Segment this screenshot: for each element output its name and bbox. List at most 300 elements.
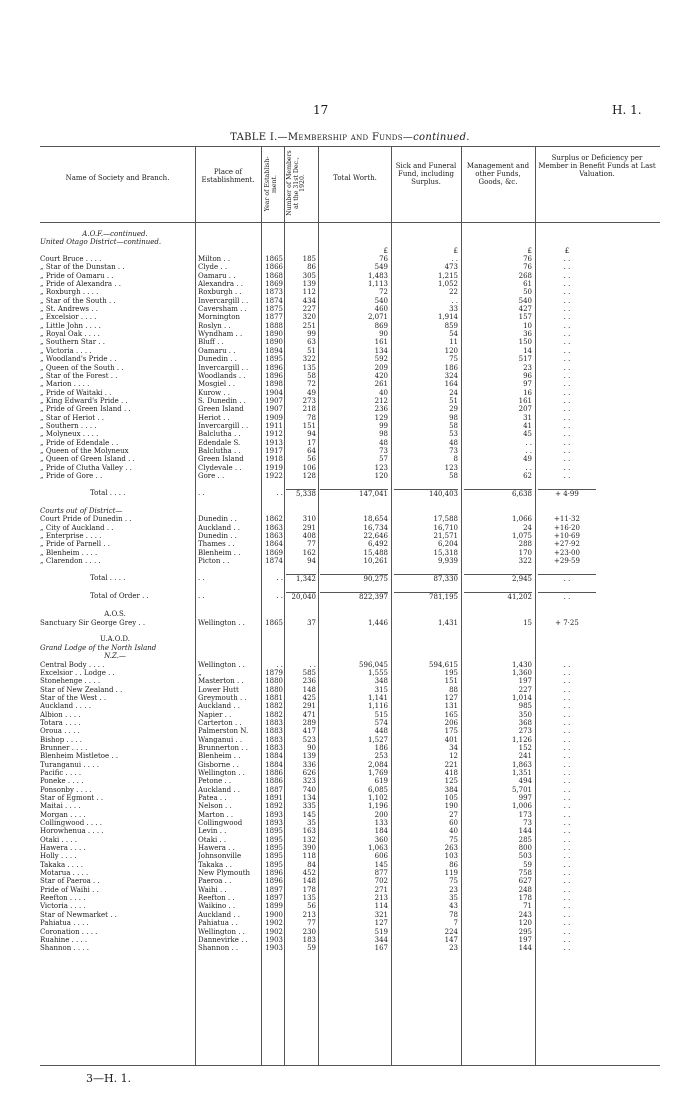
table-title	[0, 132, 700, 143]
cell-place: Balclutha . .	[198, 446, 241, 455]
cell-year: 1869	[265, 548, 283, 557]
table-row	[40, 372, 660, 380]
cell-mgmt: 1,006	[511, 802, 532, 811]
cell-year: . .	[276, 592, 283, 601]
cell-surplus: +10·69	[554, 532, 580, 541]
cell-surplus: +27·92	[554, 540, 580, 549]
cell-sick: 127	[444, 693, 458, 702]
table-row	[40, 313, 660, 321]
cell-mem: 183	[302, 935, 316, 944]
cell-place: Levin . .	[198, 827, 227, 836]
table-title-suffix: —continued.	[402, 132, 470, 143]
cell-year: 1886	[265, 768, 283, 777]
cell-sick: 190	[444, 802, 458, 811]
cell-year: 1877	[265, 313, 283, 322]
cell-worth: 184	[374, 827, 388, 836]
cell-name: „ Roxburgh . . . .	[40, 288, 99, 297]
cell-sick: 16,710	[433, 523, 458, 532]
cell-sick: 9,939	[437, 557, 458, 566]
cell-mgmt: 97	[523, 380, 532, 389]
cell-worth: 253	[374, 752, 388, 761]
cell-surplus: . .	[563, 835, 571, 844]
cell-place: Heriot . .	[198, 413, 230, 422]
cell-surplus: . .	[563, 430, 571, 439]
cell-year: 1865	[265, 255, 283, 264]
table-row	[40, 861, 660, 869]
cell-mgmt: 758	[518, 869, 532, 878]
cell-year: 1922	[265, 471, 283, 480]
cell-year: 1907	[265, 405, 283, 414]
cell-worth: 420	[374, 371, 388, 380]
cell-sick: 23	[449, 885, 458, 894]
cell-place: Wellington . .	[198, 618, 245, 627]
table-row	[40, 272, 660, 280]
cell-surplus: . .	[563, 777, 571, 786]
cell-place: Blenheim . .	[198, 752, 241, 761]
cell-mgmt: 31	[523, 413, 532, 422]
cell-surplus: . .	[563, 727, 571, 736]
cell-name: Star of Egmont . .	[40, 794, 104, 802]
cell-surplus: £	[564, 246, 570, 255]
cell-mem: 72	[307, 380, 316, 389]
cell-name: „ Victoria . . . .	[40, 346, 92, 355]
cell-mem: 56	[307, 455, 316, 464]
table-row	[40, 305, 660, 313]
cell-mem: 106	[302, 463, 316, 472]
cell-mgmt: 503	[518, 852, 532, 861]
page-footer: 3—H. 1.	[86, 1072, 132, 1085]
cell-sick: 8	[453, 455, 458, 464]
cell-name: „ Star of the Forest . .	[40, 371, 118, 380]
cell-sick: 24	[449, 388, 458, 397]
header-worth: Total Worth.	[333, 174, 377, 182]
cell-mgmt: 268	[518, 271, 532, 280]
cell-surplus: . .	[563, 685, 571, 694]
cell-worth: 127	[374, 919, 388, 928]
cell-mgmt: 150	[518, 338, 532, 347]
cell-name: Turanganui . . . .	[40, 760, 99, 769]
table-row	[40, 811, 660, 819]
cell-surplus: . .	[563, 869, 571, 878]
cell-mgmt: 517	[518, 355, 532, 364]
table-row	[40, 422, 660, 430]
cell-year: 1884	[265, 760, 283, 769]
table-body	[40, 230, 660, 953]
cell-name: „ Queen of the Molyneux	[40, 446, 129, 455]
cell-name: Takaka . . . .	[40, 860, 83, 869]
cell-mem: 59	[307, 944, 316, 953]
cell-year: 1896	[265, 363, 283, 372]
cell-sick: 51	[449, 396, 458, 405]
cell-mem: 139	[302, 280, 316, 289]
cell-place: Waikino . .	[198, 902, 236, 911]
cell-name: Brunner . . . .	[40, 743, 88, 752]
cell-mgmt: 540	[518, 296, 532, 305]
cell-mem: 5,338	[286, 489, 316, 498]
cell-surplus: . .	[563, 271, 571, 280]
cell-name: Otaki . . . .	[40, 835, 78, 844]
cell-mem: 94	[307, 430, 316, 439]
cell-year: 1875	[265, 305, 283, 314]
cell-worth: 1,113	[367, 280, 388, 289]
cell-name: Auckland . . . .	[40, 702, 91, 711]
cell-worth: 1,102	[367, 794, 388, 802]
cell-place: Gore . .	[198, 471, 225, 480]
cell-worth: 48	[379, 438, 388, 447]
cell-place: Milton . .	[198, 255, 231, 264]
cell-surplus: . .	[563, 810, 571, 819]
cell-place: Masterton . .	[198, 677, 244, 686]
table-row	[40, 627, 660, 635]
cell-mem: 336	[302, 760, 316, 769]
table-row	[40, 677, 660, 685]
cell-place: Wanganui . .	[198, 735, 243, 744]
cell-surplus: + 4·99	[538, 489, 596, 498]
cell-place: . .	[198, 573, 205, 582]
cell-worth: 1,769	[367, 768, 388, 777]
cell-name: Pride of Waihi . .	[40, 885, 99, 894]
cell-surplus: . .	[563, 910, 571, 919]
cell-mgmt: 170	[518, 548, 532, 557]
cell-sick: 98	[449, 413, 458, 422]
cell-name: Total . . . .	[90, 573, 126, 582]
cell-mem: 139	[302, 752, 316, 761]
cell-year: 1899	[265, 902, 283, 911]
cell-surplus: +29·59	[554, 557, 580, 566]
cell-sick: 324	[444, 371, 458, 380]
cell-year: 1895	[265, 852, 283, 861]
cell-mem: 99	[307, 330, 316, 339]
cell-mem: 585	[302, 668, 316, 677]
table-row	[40, 894, 660, 902]
cell-name: „ Blenheim . . . .	[40, 548, 98, 557]
cell-mgmt: 427	[518, 305, 532, 314]
cell-worth: 2,071	[367, 313, 388, 322]
cell-name: „ Marion . . . .	[40, 380, 90, 389]
cell-mgmt: 295	[518, 927, 532, 936]
cell-surplus: + 7·25	[555, 618, 579, 627]
cell-place: Reefton . .	[198, 894, 235, 903]
cell-worth: 448	[374, 727, 388, 736]
header-members: Number of Members at the 31st Dec., 1920.	[286, 150, 306, 216]
cell-sick: 78	[449, 910, 458, 919]
cell-year: 1895	[265, 355, 283, 364]
cell-year: 1882	[265, 710, 283, 719]
cell-mem: 148	[302, 685, 316, 694]
cell-worth: 145	[374, 860, 388, 869]
table-row	[40, 652, 660, 660]
cell-place: Otaki . .	[198, 835, 227, 844]
cell-worth: 519	[374, 927, 388, 936]
cell-worth: 6,085	[367, 785, 388, 794]
table-row	[40, 669, 660, 677]
cell-sick: 75	[449, 835, 458, 844]
cell-mem: 213	[302, 910, 316, 919]
cell-sick: 58	[449, 471, 458, 480]
cell-mem: 1,342	[286, 574, 316, 583]
table-row	[40, 736, 660, 744]
cell-mgmt: 350	[518, 710, 532, 719]
cell-mem: 230	[302, 927, 316, 936]
table-row	[40, 802, 660, 810]
cell-worth: 1,141	[367, 693, 388, 702]
cell-mgmt: 197	[518, 935, 532, 944]
cell-mem: 322	[302, 355, 316, 364]
cell-worth: 90,275	[320, 574, 388, 583]
cell-sick: 1,215	[437, 271, 458, 280]
cell-worth: 15,488	[363, 548, 388, 557]
table-row	[40, 280, 660, 288]
cell-mgmt: . .	[525, 463, 532, 472]
cell-mem: 305	[302, 271, 316, 280]
cell-place: „	[198, 668, 202, 677]
cell-mem: 135	[302, 363, 316, 372]
cell-worth: 123	[374, 463, 388, 472]
cell-name: Holly . . . .	[40, 852, 77, 861]
cell-mem: 320	[302, 313, 316, 322]
cell-name: „ Queen of the South . .	[40, 363, 124, 372]
cell-worth: 76	[379, 255, 388, 264]
cell-worth: 161	[374, 338, 388, 347]
cell-mem: 452	[302, 869, 316, 878]
cell-name: Motarua . . . .	[40, 869, 89, 878]
cell-mgmt: 285	[518, 835, 532, 844]
cell-mgmt: 173	[518, 810, 532, 819]
cell-name: „ St. Andrews . .	[40, 305, 98, 314]
cell-name: Pahiatua . . . .	[40, 919, 89, 928]
cell-name: Albion . . . .	[40, 710, 81, 719]
cell-mem: 425	[302, 693, 316, 702]
cell-worth: 1,483	[367, 271, 388, 280]
cell-mgmt: 985	[518, 702, 532, 711]
cell-place: Clydevale . .	[198, 463, 242, 472]
table-row	[40, 694, 660, 702]
cell-worth: 114	[374, 902, 388, 911]
table-row	[40, 263, 660, 271]
table-row	[40, 869, 660, 877]
cell-year: 1903	[265, 944, 283, 953]
cell-surplus: . .	[563, 802, 571, 811]
cell-year: 1913	[265, 438, 283, 447]
cell-surplus: . .	[563, 330, 571, 339]
cell-worth: 596,045	[359, 660, 388, 669]
cell-mgmt: 273	[518, 727, 532, 736]
cell-mgmt: 76	[523, 263, 532, 272]
cell-name: Total of Order . .	[90, 592, 149, 601]
cell-sick: 12	[449, 752, 458, 761]
cell-surplus: . .	[563, 355, 571, 364]
cell-place: Shannon . .	[198, 944, 239, 953]
cell-year: 1897	[265, 885, 283, 894]
table-row	[40, 549, 660, 557]
header-year: Year of Establish-ment.	[264, 156, 278, 212]
cell-name: Courts out of District—	[40, 507, 123, 515]
table-row	[40, 489, 660, 499]
cell-mgmt: 41,202	[464, 592, 532, 601]
cell-year: 1862	[265, 515, 283, 524]
cell-place: Oamaru . .	[198, 346, 236, 355]
cell-place: Blenheim . .	[198, 548, 241, 557]
cell-surplus: . .	[563, 405, 571, 414]
cell-year: 1893	[265, 810, 283, 819]
cell-place: Napier . .	[198, 710, 232, 719]
cell-worth: 6,492	[367, 540, 388, 549]
table-row	[40, 455, 660, 463]
cell-mgmt: 152	[518, 743, 532, 752]
cell-year: 1874	[265, 557, 283, 566]
cell-mgmt: 62	[523, 471, 532, 480]
cell-place: Petone . .	[198, 777, 232, 786]
cell-worth: 1,555	[367, 668, 388, 677]
cell-sick: 263	[444, 844, 458, 853]
cell-place: Invercargill . .	[198, 421, 249, 430]
cell-surplus: . .	[563, 944, 571, 953]
cell-name: Total . . . .	[90, 488, 126, 497]
page-number: 17	[313, 103, 329, 117]
cell-surplus: . .	[563, 446, 571, 455]
cell-place: Roslyn . .	[198, 321, 231, 330]
cell-mem: 84	[307, 860, 316, 869]
table-row	[40, 255, 660, 263]
cell-place: Marton . .	[198, 810, 234, 819]
cell-sick: 75	[449, 355, 458, 364]
cell-surplus: . .	[563, 396, 571, 405]
cell-sick: 15,318	[433, 548, 458, 557]
cell-worth: 822,397	[320, 592, 388, 601]
cell-year: 1864	[265, 540, 283, 549]
cell-mgmt: 288	[518, 540, 532, 549]
cell-sick: 103	[444, 852, 458, 861]
table-row	[40, 836, 660, 844]
cell-place: Brunnerton . .	[198, 743, 248, 752]
cell-mem: 94	[307, 557, 316, 566]
cell-sick: 33	[449, 305, 458, 314]
cell-name: Stonehenge . . . .	[40, 677, 101, 686]
table-row	[40, 686, 660, 694]
cell-mgmt: 16	[523, 388, 532, 397]
cell-year: . .	[276, 660, 283, 669]
table-row	[40, 886, 660, 894]
cell-place: Patea . .	[198, 794, 227, 802]
cell-year: 1890	[265, 330, 283, 339]
table-row	[40, 439, 660, 447]
table-row	[40, 355, 660, 363]
cell-place: Nelson . .	[198, 802, 232, 811]
cell-worth: 200	[374, 810, 388, 819]
cell-name: „ Excelsior . . . .	[40, 313, 97, 322]
cell-year: 1891	[265, 794, 283, 802]
cell-year: 1863	[265, 532, 283, 541]
cell-sick: 105	[444, 794, 458, 802]
cell-surplus: . .	[563, 702, 571, 711]
cell-surplus: . .	[563, 785, 571, 794]
cell-year: 1903	[265, 935, 283, 944]
cell-mgmt: 1,360	[511, 668, 532, 677]
cell-mgmt: 322	[518, 557, 532, 566]
cell-name: „ King Edward's Pride . .	[40, 396, 128, 405]
cell-year: 1890	[265, 338, 283, 347]
cell-name: Victoria . . . .	[40, 902, 86, 911]
cell-place: Dunedin . .	[198, 515, 237, 524]
cell-mgmt: 2,945	[464, 574, 532, 583]
cell-mgmt: 178	[518, 894, 532, 903]
cell-mgmt: 50	[523, 288, 532, 297]
cell-name: Coronation . . . .	[40, 927, 98, 936]
cell-worth: 574	[374, 718, 388, 727]
cell-surplus: . .	[563, 844, 571, 853]
cell-sick: 22	[449, 288, 458, 297]
cell-sick: 86	[449, 860, 458, 869]
cell-place: Wellington . .	[198, 768, 245, 777]
cell-surplus: . .	[563, 935, 571, 944]
cell-sick: 34	[449, 743, 458, 752]
table-row	[40, 524, 660, 532]
cell-mem: 471	[302, 710, 316, 719]
cell-sick: 58	[449, 421, 458, 430]
cell-year: 1902	[265, 927, 283, 936]
cell-year: 1884	[265, 752, 283, 761]
cell-surplus: . .	[563, 927, 571, 936]
cell-name: „ Star of the South . .	[40, 296, 116, 305]
cell-sick: 40	[449, 827, 458, 836]
cell-year: 1904	[265, 388, 283, 397]
table-row	[40, 928, 660, 936]
cell-name: Ponsonby . . . .	[40, 785, 92, 794]
table-row	[40, 619, 660, 627]
cell-sick: 1,431	[437, 618, 458, 627]
table-row	[40, 944, 660, 952]
cell-mgmt: 227	[518, 685, 532, 694]
cell-sick: 401	[444, 735, 458, 744]
cell-surplus: +16·20	[554, 523, 580, 532]
cell-place: Alexandra . .	[198, 280, 243, 289]
cell-name: „ Southern Star . .	[40, 338, 105, 347]
cell-mem: 77	[307, 540, 316, 549]
cell-mgmt: 243	[518, 910, 532, 919]
table-row	[40, 322, 660, 330]
cell-year: 1896	[265, 371, 283, 380]
cell-worth: 1,063	[367, 844, 388, 853]
table-row	[40, 574, 660, 584]
cell-year: 1881	[265, 693, 283, 702]
cell-year: 1898	[265, 380, 283, 389]
cell-worth: 18,654	[363, 515, 388, 524]
cell-worth: 2,084	[367, 760, 388, 769]
cell-surplus: . .	[563, 346, 571, 355]
cell-year: 1880	[265, 677, 283, 686]
cell-sick: 73	[449, 446, 458, 455]
cell-mem: 178	[302, 885, 316, 894]
cell-year: 1895	[265, 835, 283, 844]
cell-surplus: . .	[563, 421, 571, 430]
cell-mgmt: 73	[523, 819, 532, 828]
cell-name: A.O.S.	[104, 610, 126, 619]
cell-mem: 434	[302, 296, 316, 305]
cell-mem: 128	[302, 471, 316, 480]
cell-mem: 291	[302, 523, 316, 532]
cell-name: „ City of Auckland . .	[40, 523, 114, 532]
cell-name: Star of Paeroa . .	[40, 877, 100, 886]
cell-sick: 131	[444, 702, 458, 711]
cell-name: „ Southern . . . .	[40, 421, 97, 430]
cell-place: Green Island	[198, 405, 244, 414]
cell-worth: 10,261	[363, 557, 388, 566]
cell-worth: 186	[374, 743, 388, 752]
table-row	[40, 480, 660, 488]
cell-surplus: . .	[563, 819, 571, 828]
cell-name: Bishop . . . .	[40, 735, 82, 744]
cell-mgmt: 15	[523, 618, 532, 627]
